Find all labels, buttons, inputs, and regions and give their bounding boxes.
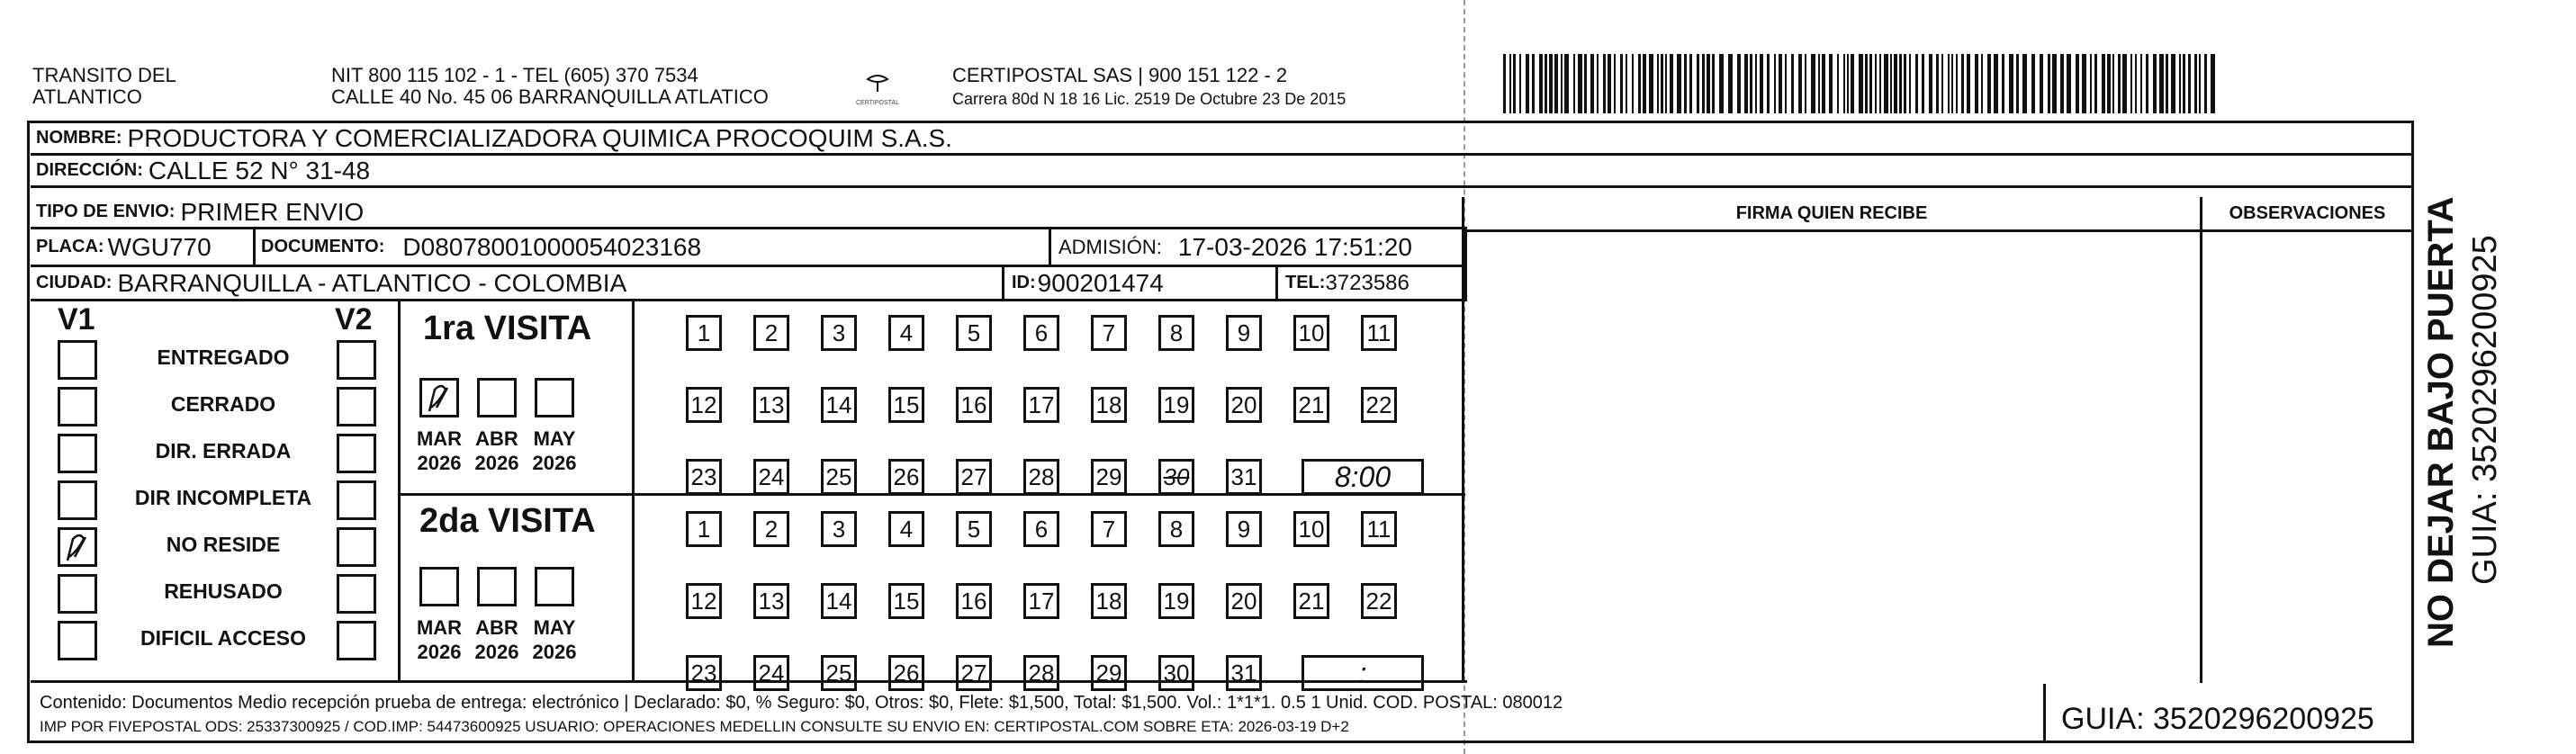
- month-checkbox-abr-visit1[interactable]: [477, 378, 517, 417]
- month-label: [465, 615, 528, 664]
- month-year: 2026: [474, 452, 519, 474]
- id-value: 900201474: [1037, 268, 1164, 297]
- barcode-bar: [1967, 54, 1970, 113]
- day-box-30-visit2[interactable]: 30: [1158, 655, 1194, 691]
- barcode-bar: [1922, 54, 1924, 113]
- barcode-bar: [1526, 54, 1529, 113]
- barcode: [1501, 54, 2221, 113]
- barcode-bar: [1603, 54, 1606, 113]
- day-box-24-visit2[interactable]: 24: [753, 655, 789, 691]
- month-label: [408, 615, 471, 664]
- day-box-6-visit1[interactable]: 6: [1023, 315, 1059, 351]
- month-year: 2026: [532, 641, 577, 663]
- barcode-bar: [1909, 54, 1911, 113]
- barcode-bar: [1929, 54, 1932, 113]
- barcode-bar: [1948, 54, 1950, 113]
- courier-logo: [855, 65, 900, 110]
- day-box-5-visit1[interactable]: 5: [956, 315, 992, 351]
- barcode-bar: [1847, 54, 1849, 113]
- barcode-bar: [2076, 54, 2079, 113]
- month-year: 2026: [417, 452, 462, 474]
- day-box-15-visit2[interactable]: 15: [888, 583, 924, 619]
- v2-checkbox-2[interactable]: [337, 434, 376, 473]
- barcode-bar: [2153, 54, 2157, 113]
- row-nombre: [31, 123, 2414, 156]
- status-option-label: DIR INCOMPLETA: [134, 486, 312, 509]
- placa-value: WGU770: [107, 232, 212, 261]
- side-warning-text: NO DEJAR BAJO PUERTA: [2421, 196, 2461, 648]
- barcode-bar: [1549, 54, 1553, 113]
- v2-checkbox-0[interactable]: [337, 340, 376, 380]
- footer-imp-line: IMP POR FIVEPOSTAL ODS: 25337300925 / COD.IMP: 54473600925 USUARIO: OPERACIONES MEDELLIN CONSULTE SU ENVIO EN: CERTIPOSTAL.COM SOBRE ETA: 2026-03-19 D+2: [40, 718, 1349, 735]
- barcode-bar: [1728, 54, 1733, 113]
- row-placa: [31, 229, 1467, 267]
- month-name: MAY: [533, 427, 576, 450]
- day-box-11-visit2[interactable]: 11: [1361, 511, 1397, 547]
- day-box-27-visit1[interactable]: 27: [956, 459, 992, 495]
- tel-value: 3723586: [1325, 270, 1410, 295]
- barcode-bar: [1818, 54, 1820, 113]
- barcode-bar: [1869, 54, 1872, 113]
- side-guia-text: GUIA: 3520296200925: [2466, 235, 2504, 585]
- v2-checkbox-4[interactable]: [337, 527, 376, 567]
- nit-line: NIT 800 115 102 - 1 - TEL (605) 370 7534: [331, 64, 698, 86]
- day-box-18-visit2[interactable]: 18: [1091, 583, 1127, 619]
- day-box-7-visit1[interactable]: 7: [1091, 315, 1127, 351]
- barcode-bar: [2166, 54, 2168, 113]
- month-year: 2026: [474, 641, 519, 663]
- ciudad-cell: [31, 267, 1004, 299]
- day-box-10-visit2[interactable]: 10: [1293, 511, 1329, 547]
- v2-label: V2: [335, 302, 373, 337]
- barcode-bar: [1791, 54, 1794, 113]
- status-option-label: CERRADO: [170, 392, 276, 416]
- day-box-26-visit2[interactable]: 26: [888, 655, 924, 691]
- day-box-1-visit1[interactable]: 1: [686, 315, 722, 351]
- day-box-9-visit1[interactable]: 9: [1226, 315, 1262, 351]
- day-box-13-visit2[interactable]: 13: [753, 583, 789, 619]
- month-label: [523, 615, 586, 664]
- day-box-8-visit2[interactable]: 8: [1158, 511, 1194, 547]
- divider-header-row: [1464, 229, 2412, 232]
- barcode-bar: [2067, 54, 2071, 113]
- month-checkbox-may-visit2[interactable]: [535, 567, 574, 606]
- admision-cell: [1051, 229, 1467, 265]
- day-box-14-visit1[interactable]: 14: [821, 387, 857, 423]
- ciudad-value: BARRANQUILLA - ATLANTICO - COLOMBIA: [117, 268, 627, 297]
- handwritten-mark-icon: [422, 381, 456, 415]
- v1-checkbox-2[interactable]: [58, 434, 97, 473]
- barcode-bar: [2052, 54, 2057, 113]
- courier-logo-icon: [855, 65, 900, 110]
- barcode-bar: [2199, 54, 2201, 113]
- month-checkbox-may-visit1[interactable]: [535, 378, 574, 417]
- day-box-21-visit2[interactable]: 21: [1293, 583, 1329, 619]
- barcode-bar: [1859, 54, 1863, 113]
- day-box-21-visit1[interactable]: 21: [1293, 387, 1329, 423]
- day-box-2-visit2[interactable]: 2: [753, 511, 789, 547]
- month-checkbox-mar-visit1[interactable]: [419, 378, 459, 417]
- day-box-12-visit2[interactable]: 12: [686, 583, 722, 619]
- ciudad-label: CIUDAD:: [36, 273, 113, 292]
- barcode-bar: [2082, 54, 2086, 113]
- month-name: MAR: [416, 427, 463, 450]
- barcode-bar: [2211, 54, 2215, 113]
- status-option-label: REHUSADO: [164, 579, 283, 603]
- barcode-bar: [2112, 54, 2114, 113]
- barcode-bar: [1822, 54, 1825, 113]
- row-tipo-envio: [31, 197, 1467, 229]
- day-box-22-visit1[interactable]: 22: [1361, 387, 1397, 423]
- divider-footer-guia: [2043, 684, 2046, 743]
- divider-months: [632, 301, 635, 683]
- day-box-29-visit1[interactable]: 29: [1091, 459, 1127, 495]
- barcode-bar: [1578, 54, 1582, 113]
- barcode-bar: [2031, 54, 2035, 113]
- barcode-bar: [1811, 54, 1815, 113]
- day-box-19-visit2[interactable]: 19: [1158, 583, 1194, 619]
- barcode-bar: [1894, 54, 1897, 113]
- day-box-5-visit2[interactable]: 5: [956, 511, 992, 547]
- documento-value: D08078001000054023168: [402, 232, 702, 261]
- barcode-bar: [2204, 54, 2207, 113]
- courier-info: [952, 65, 1346, 109]
- v1-label: V1: [58, 302, 95, 337]
- day-box-24-visit1[interactable]: 24: [753, 459, 789, 495]
- footer-guia: GUIA: 3520296200925: [2061, 702, 2374, 736]
- barcode-bar: [1532, 54, 1535, 113]
- month-year: 2026: [417, 641, 462, 663]
- time-box-visit2[interactable]: :: [1302, 655, 1424, 691]
- direccion-value: CALLE 52 N° 31-48: [148, 156, 371, 184]
- barcode-bar: [1755, 54, 1757, 113]
- barcode-bar: [1554, 54, 1558, 113]
- day-box-10-visit1[interactable]: 10: [1293, 315, 1329, 351]
- day-box-28-visit1[interactable]: 28: [1023, 459, 1059, 495]
- day-box-19-visit1[interactable]: 19: [1158, 387, 1194, 423]
- month-name: MAY: [533, 616, 576, 639]
- id-cell: [1004, 267, 1278, 299]
- barcode-bar: [1779, 54, 1782, 113]
- divider-observaciones: [2200, 197, 2202, 683]
- time-box-visit1[interactable]: 8:00: [1302, 459, 1424, 495]
- day-box-31-visit1[interactable]: 31: [1226, 459, 1262, 495]
- barcode-bar: [2130, 54, 2132, 113]
- barcode-bar: [1941, 54, 1943, 113]
- barcode-bar: [1837, 54, 1839, 113]
- placa-cell: [31, 229, 256, 265]
- day-box-23-visit1[interactable]: 23: [686, 459, 722, 495]
- barcode-bar: [2107, 54, 2111, 113]
- barcode-bar: [1865, 54, 1868, 113]
- agency-line-1: TRANSITO DEL: [32, 64, 176, 86]
- barcode-bar: [1798, 54, 1802, 113]
- day-box-20-visit2[interactable]: 20: [1226, 583, 1262, 619]
- barcode-bar: [2022, 54, 2027, 113]
- admision-label: ADMISIÓN:: [1058, 235, 1162, 258]
- barcode-bar: [1697, 54, 1699, 113]
- barcode-bar: [1513, 54, 1516, 113]
- status-option-label: ENTREGADO: [157, 346, 290, 369]
- day-box-9-visit2[interactable]: 9: [1226, 511, 1262, 547]
- barcode-bar: [1712, 54, 1715, 113]
- barcode-bar: [2194, 54, 2197, 113]
- row-ciudad: [31, 267, 1467, 301]
- barcode-bar: [1884, 54, 1888, 113]
- day-box-4-visit2[interactable]: 4: [888, 511, 924, 547]
- barcode-bar: [1774, 54, 1776, 113]
- barcode-bar: [2060, 54, 2064, 113]
- barcode-bar: [1670, 54, 1673, 113]
- day-box-31-visit2[interactable]: 31: [1226, 655, 1262, 691]
- barcode-bar: [1584, 54, 1587, 113]
- day-box-25-visit1[interactable]: 25: [821, 459, 857, 495]
- barcode-bar: [1545, 54, 1547, 113]
- footer-content-line: Contenido: Documentos Medio recepción prueba de entrega: electrónico | Declarado: $0, % Seguro: $0, Otros: $0, Flete: $1,500, Total: $1,500. Vol.: 1*1*1. 0.5 1 Unid. COD. POSTAL: 080012: [40, 693, 1563, 713]
- status-option-label: DIFICIL ACCESO: [140, 626, 306, 650]
- day-box-3-visit2[interactable]: 3: [821, 511, 857, 547]
- barcode-bar: [1750, 54, 1752, 113]
- barcode-bar: [1737, 54, 1741, 113]
- day-box-28-visit2[interactable]: 28: [1023, 655, 1059, 691]
- address-line: CALLE 40 No. 45 06 BARRANQUILLA ATLATICO: [331, 85, 769, 108]
- barcode-bar: [1677, 54, 1681, 113]
- barcode-bar: [1689, 54, 1692, 113]
- day-box-3-visit1[interactable]: 3: [821, 315, 857, 351]
- month-name: MAR: [416, 616, 463, 639]
- barcode-bar: [2122, 54, 2127, 113]
- visita1-title: 1ra VISITA: [423, 310, 592, 347]
- divider-options: [398, 301, 401, 683]
- agency-name: [32, 65, 176, 108]
- barcode-bar: [1620, 54, 1623, 113]
- tel-label: TEL:: [1285, 273, 1326, 292]
- day-box-13-visit1[interactable]: 13: [753, 387, 789, 423]
- barcode-bar: [2159, 54, 2164, 113]
- month-label: [465, 426, 528, 475]
- barcode-bar: [1626, 54, 1627, 113]
- barcode-bar: [1649, 54, 1653, 113]
- barcode-bar: [2016, 54, 2019, 113]
- barcode-bar: [1936, 54, 1939, 113]
- barcode-bar: [1805, 54, 1806, 113]
- barcode-bar: [2188, 54, 2191, 113]
- v2-checkbox-1[interactable]: [337, 387, 376, 426]
- barcode-bar: [2140, 54, 2142, 113]
- day-box-22-visit2[interactable]: 22: [1361, 583, 1397, 619]
- barcode-bar: [1843, 54, 1845, 113]
- tipo-label: TIPO DE ENVIO:: [36, 202, 176, 221]
- barcode-bar: [2179, 54, 2181, 113]
- barcode-bar: [1657, 54, 1659, 113]
- barcode-bar: [1829, 54, 1833, 113]
- barcode-bar: [1643, 54, 1646, 113]
- agency-line-2: ATLANTICO: [32, 85, 142, 108]
- v1-checkbox-0[interactable]: [58, 340, 97, 380]
- barcode-bar: [1956, 54, 1958, 113]
- day-box-6-visit2[interactable]: 6: [1023, 511, 1059, 547]
- month-name: ABR: [475, 616, 518, 639]
- courier-address: Carrera 80d N 18 16 Lic. 2519 De Octubre 23 De 2015: [952, 90, 1347, 108]
- barcode-bar: [1509, 54, 1511, 113]
- row-direccion: [31, 156, 2414, 188]
- barcode-bar: [1987, 54, 1991, 113]
- day-box-29-visit2[interactable]: 29: [1091, 655, 1127, 691]
- barcode-bar: [1597, 54, 1599, 113]
- barcode-bar: [2102, 54, 2105, 113]
- barcode-bar: [1702, 54, 1705, 113]
- month-label: [523, 426, 586, 475]
- placa-label: PLACA:: [36, 237, 104, 256]
- day-box-26-visit1[interactable]: 26: [888, 459, 924, 495]
- barcode-bar: [1638, 54, 1641, 113]
- nombre-label: NOMBRE:: [36, 128, 122, 148]
- logo-text: CERTIPOSTAL: [856, 100, 899, 106]
- barcode-bar: [1879, 54, 1881, 113]
- firma-header: FIRMA QUIEN RECIBE: [1735, 203, 1928, 223]
- barcode-bar: [1707, 54, 1710, 113]
- barcode-bar: [1994, 54, 1998, 113]
- barcode-bar: [2048, 54, 2050, 113]
- day-box-16-visit1[interactable]: 16: [956, 387, 992, 423]
- day-box-14-visit2[interactable]: 14: [821, 583, 857, 619]
- barcode-bar: [2040, 54, 2043, 113]
- barcode-bar: [2171, 54, 2175, 113]
- barcode-bar: [1981, 54, 1983, 113]
- tipo-value: PRIMER ENVIO: [180, 197, 365, 226]
- v1-checkbox-1[interactable]: [58, 387, 97, 426]
- barcode-bar: [1503, 54, 1506, 113]
- day-box-1-visit2[interactable]: 1: [686, 511, 722, 547]
- tel-cell: [1278, 267, 1467, 299]
- barcode-bar: [2135, 54, 2137, 113]
- day-box-7-visit2[interactable]: 7: [1091, 511, 1127, 547]
- observaciones-header: OBSERVACIONES: [2229, 203, 2386, 223]
- status-option-label: DIR. ERRADA: [155, 439, 292, 462]
- v1-checkbox-3[interactable]: [58, 480, 97, 520]
- documento-label: DOCUMENTO:: [261, 237, 385, 256]
- barcode-bar: [1890, 54, 1892, 113]
- barcode-bar: [1665, 54, 1667, 113]
- barcode-bar: [2090, 54, 2092, 113]
- v1-checkbox-5[interactable]: [58, 574, 97, 614]
- v1-checkbox-6[interactable]: [58, 621, 97, 660]
- month-checkbox-mar-visit2[interactable]: [419, 567, 459, 606]
- day-box-16-visit2[interactable]: 16: [956, 583, 992, 619]
- barcode-bar: [1684, 54, 1687, 113]
- status-option-label: NO RESIDE: [166, 533, 281, 556]
- v1-checkbox-4[interactable]: [58, 527, 97, 567]
- day-box-2-visit1[interactable]: 2: [753, 315, 789, 351]
- v2-checkbox-6[interactable]: [337, 621, 376, 660]
- handwritten-mark-icon: [60, 530, 95, 564]
- barcode-bar: [2146, 54, 2148, 113]
- barcode-bar: [1661, 54, 1663, 113]
- barcode-bar: [1744, 54, 1748, 113]
- barcode-bar: [1539, 54, 1543, 113]
- barcode-bar: [1561, 54, 1563, 113]
- barcode-bar: [1875, 54, 1877, 113]
- day-box-17-visit1[interactable]: 17: [1023, 387, 1059, 423]
- day-box-8-visit1[interactable]: 8: [1158, 315, 1194, 351]
- day-box-11-visit1[interactable]: 11: [1361, 315, 1397, 351]
- barcode-bar: [2094, 54, 2097, 113]
- barcode-bar: [2183, 54, 2185, 113]
- documento-cell: [256, 229, 1051, 265]
- barcode-bar: [1519, 54, 1521, 113]
- v2-checkbox-5[interactable]: [337, 574, 376, 614]
- barcode-bar: [1785, 54, 1787, 113]
- barcode-bar: [2002, 54, 2004, 113]
- month-checkbox-abr-visit2[interactable]: [477, 567, 517, 606]
- barcode-bar: [1951, 54, 1953, 113]
- day-box-25-visit2[interactable]: 25: [821, 655, 857, 691]
- barcode-bar: [2118, 54, 2121, 113]
- barcode-bar: [1573, 54, 1575, 113]
- barcode-bar: [1632, 54, 1634, 113]
- barcode-bar: [1975, 54, 1978, 113]
- barcode-bar: [1915, 54, 1918, 113]
- nombre-value: PRODUCTORA Y COMERCIALIZADORA QUIMICA PROCOQUIM S.A.S.: [127, 123, 952, 152]
- day-box-15-visit1[interactable]: 15: [888, 387, 924, 423]
- visita2-title: 2da VISITA: [419, 502, 596, 540]
- day-box-18-visit1[interactable]: 18: [1091, 387, 1127, 423]
- direccion-label: DIRECCIÓN:: [36, 160, 143, 180]
- day-box-27-visit2[interactable]: 27: [956, 655, 992, 691]
- barcode-bar: [1767, 54, 1770, 113]
- month-label: [408, 426, 471, 475]
- barcode-bar: [1904, 54, 1906, 113]
- barcode-bar: [1608, 54, 1611, 113]
- barcode-bar: [1719, 54, 1724, 113]
- barcode-bar: [1614, 54, 1616, 113]
- barcode-bar: [1590, 54, 1594, 113]
- admision-value: 17-03-2026 17:51:20: [1177, 232, 1412, 261]
- month-name: ABR: [475, 427, 518, 450]
- id-label: ID:: [1012, 273, 1036, 292]
- barcode-bar: [1961, 54, 1964, 113]
- day-box-17-visit2[interactable]: 17: [1023, 583, 1059, 619]
- day-box-30-visit1[interactable]: 30: [1158, 459, 1194, 495]
- v2-checkbox-3[interactable]: [337, 480, 376, 520]
- day-box-23-visit2[interactable]: 23: [686, 655, 722, 691]
- courier-line: CERTIPOSTAL SAS | 900 151 122 - 2: [952, 64, 1288, 86]
- barcode-bar: [1760, 54, 1763, 113]
- barcode-bar: [2009, 54, 2013, 113]
- barcode-bar: [1851, 54, 1854, 113]
- day-box-12-visit1[interactable]: 12: [686, 387, 722, 423]
- day-box-20-visit1[interactable]: 20: [1226, 387, 1262, 423]
- barcode-bar: [1564, 54, 1569, 113]
- divider-visit1-visit2: [400, 493, 634, 496]
- barcode-bar: [1899, 54, 1902, 113]
- agency-contact: [331, 65, 769, 108]
- month-year: 2026: [532, 452, 577, 474]
- day-box-4-visit1[interactable]: 4: [888, 315, 924, 351]
